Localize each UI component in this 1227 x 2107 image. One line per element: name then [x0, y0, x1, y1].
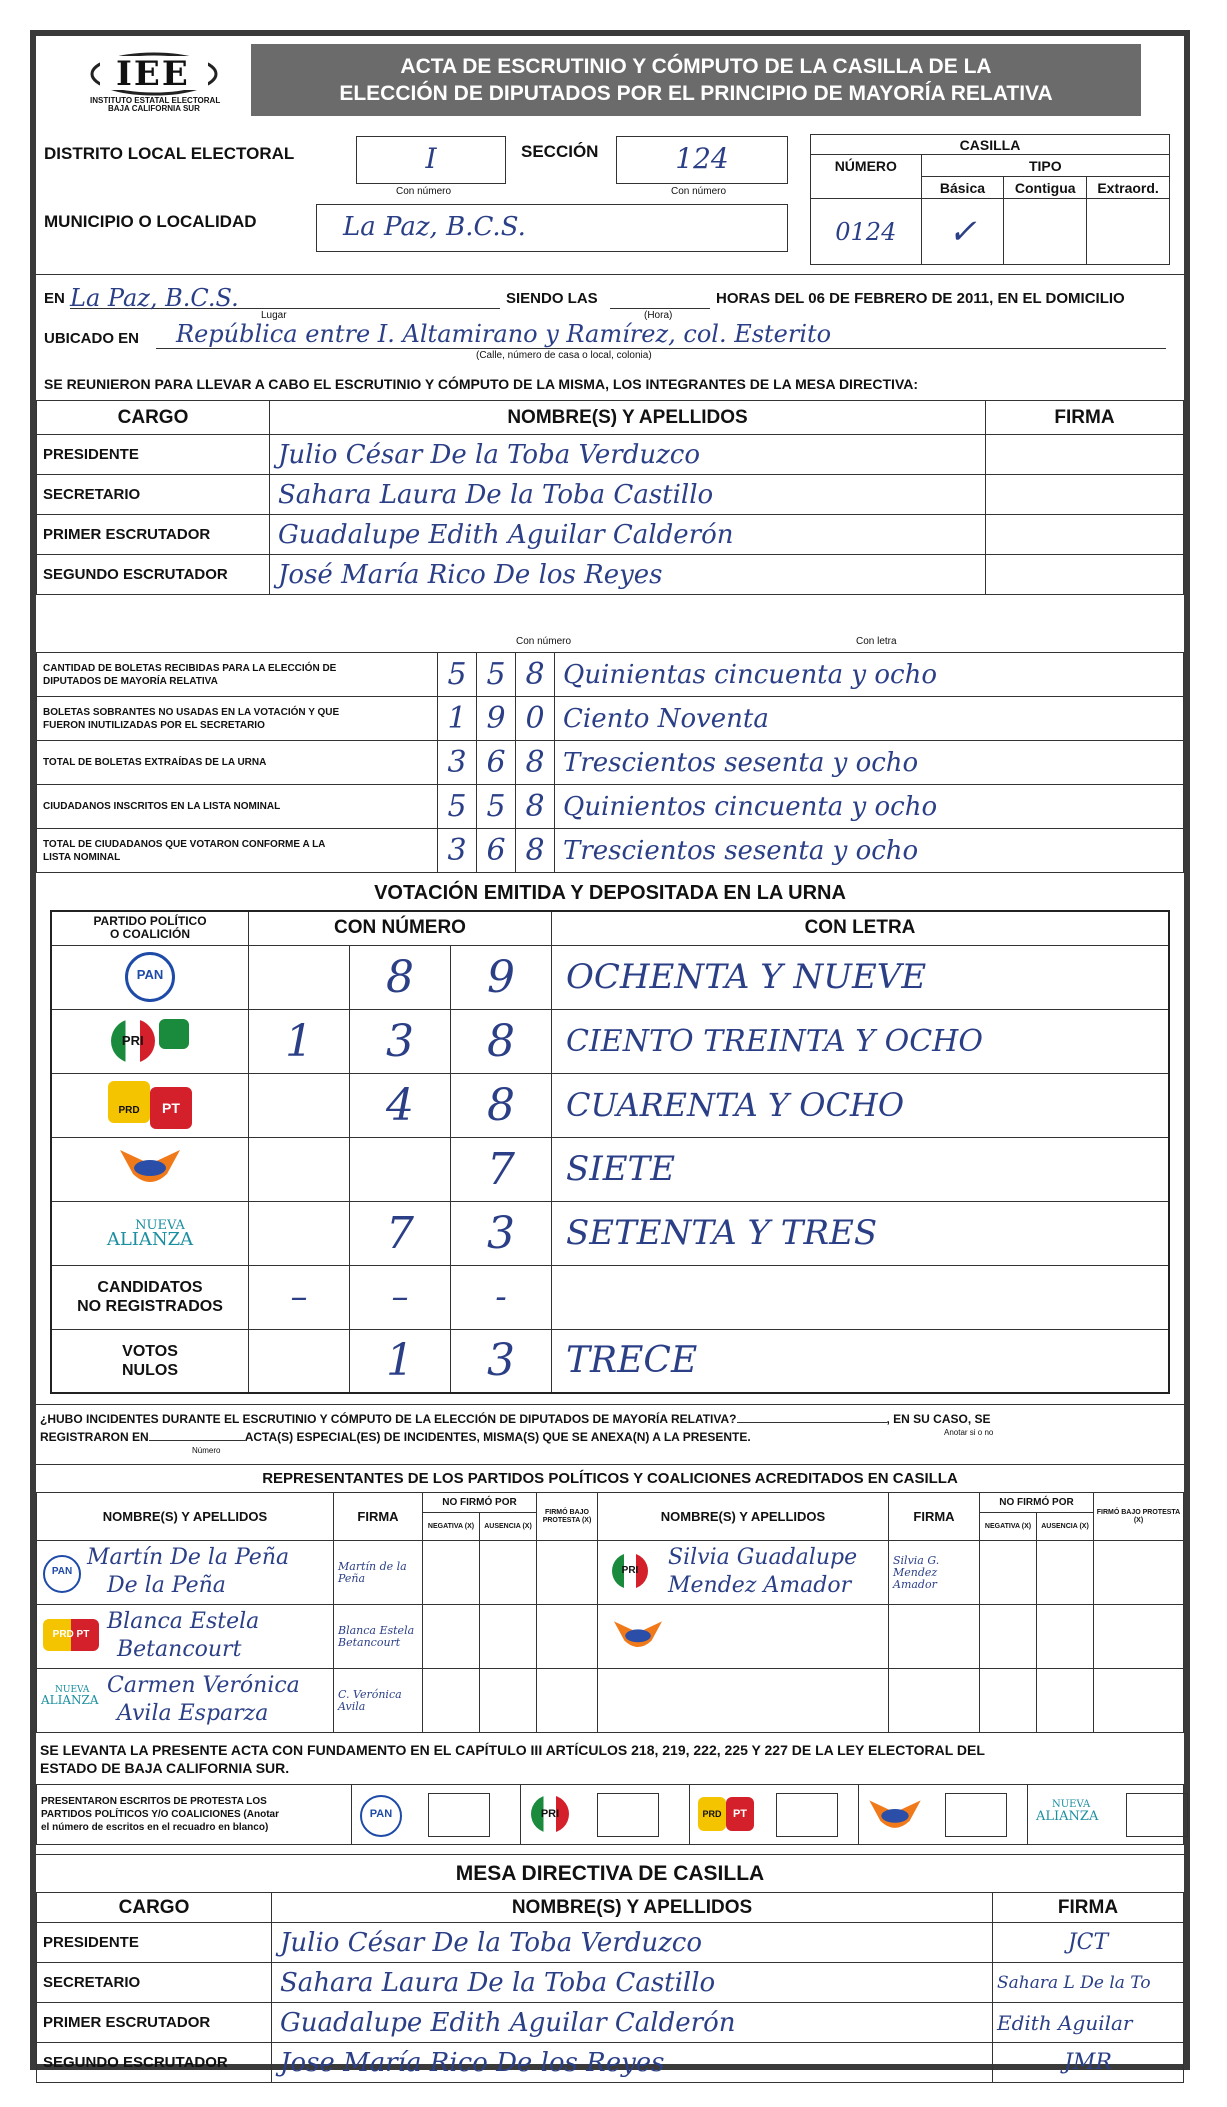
- horas-text: HORAS DEL 06 DE FEBRERO DE 2011, EN EL DOMICILIO: [716, 290, 1125, 307]
- rep-protesta-right: FIRMÓ BAJO PROTESTA (X): [1094, 1493, 1184, 1541]
- mesa-top-nombre: Sahara Laura De la Toba Castillo: [270, 475, 986, 515]
- vot-digit: –: [350, 1265, 451, 1329]
- convergencia-logo-icon: [115, 1142, 185, 1192]
- votacion-title: VOTACIÓN EMITIDA Y DEPOSITADA EN LA URNA: [374, 882, 846, 904]
- pri-logo: PRI: [111, 1019, 155, 1063]
- divider: [36, 1404, 1184, 1405]
- institute-name-1: INSTITUTO ESTATAL ELECTORAL: [90, 96, 221, 105]
- rep-left-2: [37, 1669, 334, 1733]
- acta-sheet: [30, 30, 1190, 2078]
- boletas-letra: Trescientos sesenta y ocho: [555, 741, 1184, 785]
- protesta-pri-logo: PRI: [531, 1795, 569, 1833]
- candidatos-2: NO REGISTRADOS: [77, 1298, 223, 1315]
- boletas-label: [37, 653, 438, 697]
- lugar-caption: Lugar: [261, 310, 287, 321]
- vot-con-letra-header: CON LETRA: [552, 911, 1170, 945]
- seccion-box: [616, 136, 788, 184]
- protesta-line-1: PRESENTARON ESCRITOS DE PROTESTA LOS: [41, 1796, 267, 1807]
- nulos-label: [51, 1329, 249, 1393]
- distrito-caption: Con número: [396, 186, 452, 197]
- boletas-digit: 5: [477, 653, 516, 697]
- boletas-label: [37, 829, 438, 873]
- title-band: [251, 44, 1141, 116]
- boletas-row: [37, 741, 1184, 785]
- divider: [36, 274, 1184, 275]
- mesa-bottom-firma: Sahara L De la To: [993, 1963, 1184, 2003]
- mesa-bottom-cargo: SEGUNDO ESCRUTADOR: [37, 2043, 272, 2083]
- rep-firma: [889, 1669, 980, 1733]
- distrito-box: [356, 136, 506, 184]
- vot-row-convergencia: [51, 1137, 1169, 1201]
- vot-row-prd-pt: [51, 1073, 1169, 1137]
- convergencia-logo-cell: [51, 1137, 249, 1201]
- municipio-value: La Paz, B.C.S.: [343, 212, 526, 242]
- vot-row-nueva-alianza: [51, 1201, 1169, 1265]
- rep-protesta: [537, 1541, 598, 1605]
- vot-digit: –: [249, 1265, 350, 1329]
- rep-convergencia-logo-icon: [610, 1615, 666, 1655]
- rep-negativa: [423, 1669, 480, 1733]
- rep-nombre-1: Martín De la Peña: [87, 1545, 290, 1570]
- pan-logo: PAN: [125, 952, 175, 1002]
- hora-line: [610, 284, 710, 309]
- vot-digit: [350, 1137, 451, 1201]
- rep-negativa: [980, 1541, 1037, 1605]
- vot-digit: 3: [451, 1201, 552, 1265]
- vot-digit: [249, 945, 350, 1009]
- mesa-top-cargo: PRESIDENTE: [37, 435, 270, 475]
- vot-con-numero-header: CON NÚMERO: [249, 911, 552, 945]
- rep-nueva-alianza-logo: [41, 1685, 99, 1705]
- vot-row-no-registrados: [51, 1265, 1169, 1329]
- mesa-top-cargo: PRIMER ESCRUTADOR: [37, 515, 270, 555]
- candidatos-1: CANDIDATOS: [97, 1279, 203, 1296]
- nueva-alianza-logo: [52, 1218, 248, 1250]
- nulos-2: NULOS: [122, 1361, 178, 1379]
- vot-digit: 8: [350, 945, 451, 1009]
- rep-ausencia-left: AUSENCIA (X): [480, 1513, 537, 1541]
- rep-protesta: [1094, 1669, 1184, 1733]
- boletas-row: [37, 829, 1184, 873]
- title-line-2: ELECCIÓN DE DIPUTADOS POR EL PRINCIPIO DE MAYORÍA RELATIVA: [339, 82, 1053, 105]
- boletas-label-1: CANTIDAD DE BOLETAS RECIBIDAS PARA LA ELECCIÓN DE: [43, 662, 337, 674]
- votacion-table: [50, 910, 1170, 1394]
- vot-digit: 3: [451, 1329, 552, 1393]
- boletas-label-2: FUERON INUTILIZADAS POR EL SECRETARIO: [43, 719, 265, 731]
- calle-caption: (Calle, número de casa o local, colonia): [476, 350, 652, 361]
- boletas-digit: 8: [516, 653, 555, 697]
- rep-ausencia: [1037, 1669, 1094, 1733]
- boletas-digit: 3: [438, 741, 477, 785]
- mesa-top-row: [37, 555, 1184, 595]
- vot-digit: 3: [350, 1009, 451, 1073]
- mesa-bottom-table: [36, 1892, 1184, 2083]
- mesa-top-table: [36, 400, 1184, 595]
- representantes-table: [36, 1492, 1184, 1733]
- protesta-pan: [352, 1785, 521, 1845]
- mesa-top-row: [37, 475, 1184, 515]
- prd-pt-logo-cell: [51, 1073, 249, 1137]
- rep-nueva-1: NUEVA: [55, 1685, 90, 1695]
- boletas-digit: 6: [477, 741, 516, 785]
- mesa-bottom-nombre: Julio César De la Toba Verduzco: [272, 1923, 993, 1963]
- vot-row-pri: [51, 1009, 1169, 1073]
- rep-firma: [889, 1605, 980, 1669]
- incidentes-line-1-end: , EN SU CASO, SE: [886, 1412, 991, 1426]
- pri-logo-cell: [51, 1009, 249, 1073]
- mesa-top-firma: [986, 515, 1184, 555]
- mesa-top-row: [37, 435, 1184, 475]
- boletas-letra: Ciento Noventa: [555, 697, 1184, 741]
- boletas-con-letra-header: Con letra: [856, 636, 897, 647]
- rep-ausencia: [1037, 1541, 1094, 1605]
- mesa-bottom-cargo: PRIMER ESCRUTADOR: [37, 2003, 272, 2043]
- boletas-digit: 0: [516, 697, 555, 741]
- rep-negativa-left: NEGATIVA (X): [423, 1513, 480, 1541]
- protesta-nueva-2: ALIANZA: [1036, 1809, 1099, 1824]
- vot-letra: CIENTO TREINTA Y OCHO: [552, 1009, 1170, 1073]
- rep-firma: Silvia G. Mendez Amador: [889, 1541, 980, 1605]
- ubicado-value: República entre I. Altamirano y Ramírez, col. Esterito: [176, 320, 832, 348]
- distrito-value: I: [425, 142, 437, 175]
- tipo-label: TIPO: [921, 155, 1169, 177]
- rep-nombre-2: De la Peña: [107, 1573, 226, 1598]
- vot-row-nulos: [51, 1329, 1169, 1393]
- nulos-1: VOTOS: [122, 1342, 178, 1360]
- boletas-digit: 9: [477, 697, 516, 741]
- protesta-pri: [521, 1785, 690, 1845]
- divider: [36, 1854, 1184, 1855]
- rep-row: [37, 1669, 1184, 1733]
- seccion-value: 124: [675, 142, 729, 175]
- rep-nombre-1: Carmen Verónica: [107, 1673, 300, 1698]
- vot-letra: TRECE: [552, 1329, 1170, 1393]
- boletas-label-2: DIPUTADOS DE MAYORÍA RELATIVA: [43, 675, 218, 687]
- rep-ausencia-right: AUSENCIA (X): [1037, 1513, 1094, 1541]
- nueva-alianza-logo-cell: [51, 1201, 249, 1265]
- rep-nombre-header-right: NOMBRE(S) Y APELLIDOS: [598, 1493, 889, 1541]
- boletas-digit: 3: [438, 829, 477, 873]
- mesa-bottom-cargo: PRESIDENTE: [37, 1923, 272, 1963]
- incidentes-question: ¿HUBO INCIDENTES DURANTE EL ESCRUTINIO Y CÓMPUTO DE LA ELECCIÓN DE DIPUTADOS DE MAYORÍA RELATIVA?: [40, 1412, 737, 1426]
- rep-right-1: [598, 1605, 889, 1669]
- rep-ausencia: [480, 1669, 537, 1733]
- rep-row: [37, 1605, 1184, 1669]
- mesa-top-cargo-header: CARGO: [37, 401, 270, 435]
- vot-digit: [249, 1137, 350, 1201]
- boletas-digit: 5: [477, 785, 516, 829]
- vot-digit: 4: [350, 1073, 451, 1137]
- vot-digit: 8: [451, 1009, 552, 1073]
- rep-nueva-2: ALIANZA: [41, 1693, 99, 1707]
- boletas-row: [37, 697, 1184, 741]
- mesa-bottom-firma-header: FIRMA: [993, 1893, 1184, 1923]
- vot-digit: 7: [451, 1137, 552, 1201]
- mesa-bottom-row: [37, 2043, 1184, 2083]
- mesa-top-firma: [986, 475, 1184, 515]
- seccion-label: SECCIÓN: [521, 142, 599, 161]
- representantes-title: REPRESENTANTES DE LOS PARTIDOS POLÍTICOS Y COALICIONES ACREDITADOS EN CASILLA: [262, 1470, 958, 1487]
- iee-logo: [76, 48, 236, 112]
- vot-digit: [249, 1329, 350, 1393]
- vot-letra: OCHENTA Y NUEVE: [552, 945, 1170, 1009]
- rep-nombre-2: Betancourt: [117, 1637, 242, 1662]
- reunieron-text: SE REUNIERON PARA LLEVAR A CABO EL ESCRUTINIO Y CÓMPUTO DE LA MISMA, LOS INTEGRANTES DE LA MESA DIRECTIVA:: [44, 376, 919, 392]
- vot-letra: SETENTA Y TRES: [552, 1201, 1170, 1265]
- boletas-label-1: TOTAL DE CIUDADANOS QUE VOTARON CONFORME A LA: [43, 838, 326, 850]
- contigua-label: Contigua: [1004, 177, 1087, 199]
- rep-pri-logo: PRI: [612, 1553, 648, 1589]
- rep-pan-logo: PAN: [43, 1555, 81, 1593]
- protesta-nueva-1: NUEVA: [1052, 1799, 1091, 1810]
- rep-left-0: [37, 1541, 334, 1605]
- mesa-bottom-cargo: SECRETARIO: [37, 1963, 272, 2003]
- seccion-caption: Con número: [671, 186, 727, 197]
- mesa-top-row: [37, 515, 1184, 555]
- protesta-prd-pt-input[interactable]: [776, 1793, 838, 1837]
- rep-no-firmo-left: NO FIRMÓ POR: [423, 1493, 537, 1513]
- boletas-digit: 8: [516, 785, 555, 829]
- title-line-1: ACTA DE ESCRUTINIO Y CÓMPUTO DE LA CASILLA DE LA: [400, 55, 992, 78]
- rep-protesta: [537, 1669, 598, 1733]
- mesa-top-firma: [986, 435, 1184, 475]
- fundamento-line-1: SE LEVANTA LA PRESENTE ACTA CON FUNDAMENTO EN EL CAPÍTULO III ARTÍCULOS 218, 219, 222, 225 Y 227 DE LA LEY ELECTORAL DEL: [40, 1742, 985, 1758]
- boletas-digit: 8: [516, 741, 555, 785]
- protesta-prd-pt: [690, 1785, 859, 1845]
- divider: [36, 1464, 1184, 1465]
- boletas-digit: 5: [438, 653, 477, 697]
- boletas-digit: 5: [438, 785, 477, 829]
- extraord-label: Extraord.: [1087, 177, 1170, 199]
- incidentes-numero-line: [149, 1440, 245, 1441]
- mesa-bottom-firma: JMR: [993, 2043, 1184, 2083]
- contigua-cell: [1004, 199, 1087, 265]
- mesa-top-nombre: Julio César De la Toba Verduzco: [270, 435, 986, 475]
- pan-logo-cell: [51, 945, 249, 1009]
- vot-digit: [249, 1073, 350, 1137]
- ubicado-label: UBICADO EN: [44, 330, 140, 347]
- pt-logo: PT: [150, 1087, 192, 1129]
- rep-negativa: [980, 1669, 1037, 1733]
- rep-negativa: [980, 1605, 1037, 1669]
- rep-ausencia: [480, 1605, 537, 1669]
- no-registrados-label: [51, 1265, 249, 1329]
- distrito-label: DISTRITO LOCAL ELECTORAL: [44, 144, 295, 163]
- boletas-table: [36, 652, 1184, 873]
- vot-letra: SIETE: [552, 1137, 1170, 1201]
- mesa-bottom-row: [37, 1923, 1184, 1963]
- vot-letra: [552, 1265, 1170, 1329]
- protesta-pt-logo: PT: [726, 1797, 754, 1831]
- mesa-top-cargo: SEGUNDO ESCRUTADOR: [37, 555, 270, 595]
- en-label: EN: [44, 290, 65, 307]
- en-value: La Paz, B.C.S.: [70, 284, 239, 312]
- boletas-label: [37, 697, 438, 741]
- municipio-label: MUNICIPIO O LOCALIDAD: [44, 212, 257, 231]
- municipio-box: [316, 204, 788, 252]
- rep-nombre-2: Mendez Amador: [668, 1573, 852, 1598]
- rep-firma-header-left: FIRMA: [334, 1493, 423, 1541]
- mesa-bottom-title: MESA DIRECTIVA DE CASILLA: [455, 1862, 765, 1885]
- iee-logo-text: IEE: [116, 54, 190, 94]
- rep-prd-pt-logo: PRD PT: [43, 1619, 99, 1651]
- rep-ausencia: [480, 1541, 537, 1605]
- protesta-line-3: el número de escritos en el recuadro en blanco): [41, 1822, 269, 1833]
- numero-caption: Número: [192, 1446, 221, 1455]
- mesa-bottom-row: [37, 1963, 1184, 2003]
- rep-protesta: [1094, 1605, 1184, 1669]
- casilla-label: CASILLA: [811, 135, 1170, 155]
- rep-nombre-1: Blanca Estela: [107, 1609, 260, 1634]
- boletas-label: [37, 741, 438, 785]
- rep-nombre-1: Silvia Guadalupe: [668, 1545, 858, 1570]
- mesa-top-nombre: Guadalupe Edith Aguilar Calderón: [270, 515, 986, 555]
- fundamento-line-2: ESTADO DE BAJA CALIFORNIA SUR.: [40, 1760, 290, 1776]
- mesa-top-nombre: José María Rico De los Reyes: [270, 555, 986, 595]
- ubicado-line: [156, 320, 1166, 349]
- rep-negativa-right: NEGATIVA (X): [980, 1513, 1037, 1541]
- rep-right-empty: [598, 1669, 889, 1733]
- rep-nombre-header-left: NOMBRE(S) Y APELLIDOS: [37, 1493, 334, 1541]
- boletas-label-1: TOTAL DE BOLETAS EXTRAÍDAS DE LA URNA: [43, 757, 267, 768]
- mesa-bottom-firma: JCT: [993, 1923, 1184, 1963]
- boletas-letra: Trescientos sesenta y ocho: [555, 829, 1184, 873]
- rep-firma: Blanca Estela Betancourt: [334, 1605, 423, 1669]
- boletas-digit: 6: [477, 829, 516, 873]
- mesa-top-firma: [986, 555, 1184, 595]
- numero-label: NÚMERO: [811, 155, 922, 199]
- mesa-bottom-nombre: Jose María Rico De los Reyes: [272, 2043, 993, 2083]
- mesa-bottom-nombre-header: NOMBRE(S) Y APELLIDOS: [272, 1893, 993, 1923]
- nueva-logo-1: NUEVA: [135, 1218, 185, 1233]
- boletas-letra: Quinientos cincuenta y ocho: [555, 785, 1184, 829]
- nueva-logo-2: ALIANZA: [106, 1229, 194, 1250]
- casilla-table: [810, 134, 1170, 265]
- incidentes-answer-line: [737, 1422, 887, 1423]
- protesta-nueva-alianza: [1028, 1785, 1184, 1845]
- protesta-convergencia-input[interactable]: [945, 1793, 1007, 1837]
- boletas-row: [37, 785, 1184, 829]
- protesta-label: [37, 1785, 352, 1845]
- extraord-cell: [1087, 199, 1170, 265]
- incidentes-line-2: [40, 1430, 751, 1444]
- siendo-label: SIENDO LAS: [506, 290, 598, 307]
- incidentes-line-1: [40, 1412, 991, 1426]
- vot-digit: 8: [451, 1073, 552, 1137]
- pvem-logo-icon: [159, 1019, 189, 1049]
- rep-ausencia: [1037, 1605, 1094, 1669]
- vot-row-pan: [51, 945, 1169, 1009]
- mesa-bottom-nombre: Sahara Laura De la Toba Castillo: [272, 1963, 993, 2003]
- mesa-top-firma-header: FIRMA: [986, 401, 1184, 435]
- rep-firma: C. Verónica Avila: [334, 1669, 423, 1733]
- rep-protesta-left: FIRMÓ BAJO PROTESTA (X): [537, 1493, 598, 1541]
- rep-protesta: [1094, 1541, 1184, 1605]
- prd-logo: PRD: [108, 1081, 150, 1123]
- rep-no-firmo-right: NO FIRMÓ POR: [980, 1493, 1094, 1513]
- rep-firma-header-right: FIRMA: [889, 1493, 980, 1541]
- protesta-table: [36, 1784, 1184, 1845]
- boletas-label-2: LISTA NOMINAL: [43, 851, 121, 863]
- boletas-label: [37, 785, 438, 829]
- vot-letra: CUARENTA Y OCHO: [552, 1073, 1170, 1137]
- basica-mark: ✓: [921, 199, 1004, 265]
- protesta-convergencia: [859, 1785, 1028, 1845]
- vot-digit: 9: [451, 945, 552, 1009]
- vot-digit: 7: [350, 1201, 451, 1265]
- en-line: [70, 284, 500, 312]
- vot-digit: [249, 1201, 350, 1265]
- numero-value: 0124: [811, 199, 922, 265]
- mesa-bottom-cargo-header: CARGO: [37, 1893, 272, 1923]
- partido-header: [51, 911, 249, 945]
- protesta-pan-input[interactable]: [428, 1793, 490, 1837]
- protesta-nueva-input[interactable]: [1126, 1793, 1188, 1837]
- boletas-con-numero-header: Con número: [516, 636, 572, 647]
- partido-header-2: O COALICIÓN: [110, 927, 190, 942]
- boletas-label-1: CIUDADANOS INSCRITOS EN LA LISTA NOMINAL: [43, 801, 281, 812]
- mesa-top-cargo: SECRETARIO: [37, 475, 270, 515]
- incidentes-anexa: ACTA(S) ESPECIAL(ES) DE INCIDENTES, MISMA(S) QUE SE ANEXA(N) A LA PRESENTE.: [244, 1430, 751, 1444]
- institute-name-2: BAJA CALIFORNIA SUR: [108, 104, 200, 113]
- rep-firma: Martín de la Peña: [334, 1541, 423, 1605]
- rep-protesta: [537, 1605, 598, 1669]
- rep-nombre-2: Avila Esparza: [117, 1701, 269, 1726]
- boletas-letra: Quinientas cincuenta y ocho: [555, 653, 1184, 697]
- hora-caption: (Hora): [644, 310, 673, 321]
- boletas-label-1: BOLETAS SOBRANTES NO USADAS EN LA VOTACIÓN Y QUE: [43, 706, 340, 718]
- protesta-convergencia-logo-icon: [865, 1793, 925, 1837]
- rep-row: [37, 1541, 1184, 1605]
- rep-negativa: [423, 1541, 480, 1605]
- rep-left-1: [37, 1605, 334, 1669]
- anotar-caption: Anotar si o no: [944, 1428, 994, 1437]
- mesa-bottom-nombre: Guadalupe Edith Aguilar Calderón: [272, 2003, 993, 2043]
- vot-digit: 1: [350, 1329, 451, 1393]
- protesta-prd-logo: PRD: [698, 1797, 726, 1831]
- protesta-nueva-logo: [1036, 1799, 1098, 1823]
- rep-right-0: [598, 1541, 889, 1605]
- protesta-line-2: PARTIDOS POLÍTICOS Y/O COALICIONES (Anotar: [41, 1809, 279, 1820]
- vot-digit: -: [451, 1265, 552, 1329]
- partido-header-1: PARTIDO POLÍTICO: [93, 914, 207, 929]
- mesa-top-nombre-header: NOMBRE(S) Y APELLIDOS: [270, 401, 986, 435]
- boletas-digit: 8: [516, 829, 555, 873]
- protesta-pri-input[interactable]: [597, 1793, 659, 1837]
- boletas-digit: 1: [438, 697, 477, 741]
- mesa-bottom-row: [37, 2003, 1184, 2043]
- rep-negativa: [423, 1605, 480, 1669]
- boletas-row: [37, 653, 1184, 697]
- vot-digit: 1: [249, 1009, 350, 1073]
- basica-label: Básica: [921, 177, 1004, 199]
- incidentes-registraron: REGISTRARON EN: [40, 1430, 149, 1444]
- mesa-bottom-firma: Edith Aguilar: [993, 2003, 1184, 2043]
- protesta-pan-logo: PAN: [360, 1795, 402, 1837]
